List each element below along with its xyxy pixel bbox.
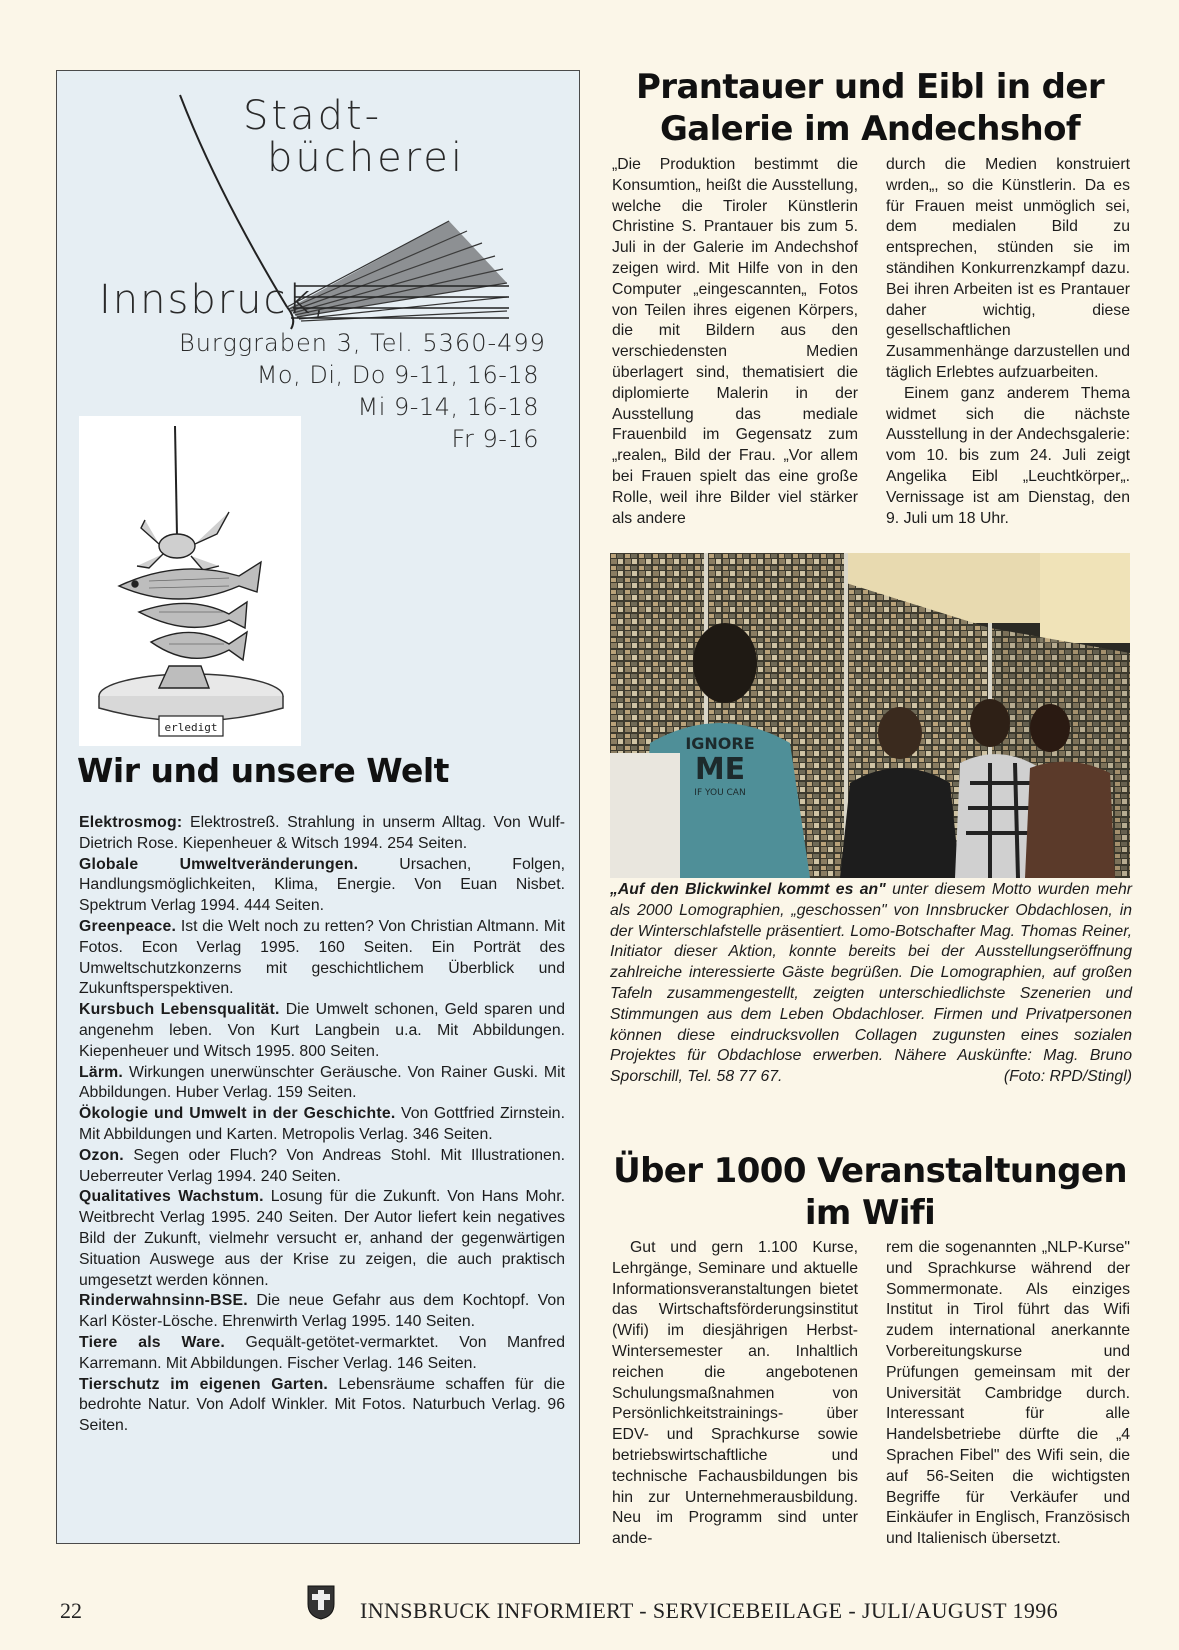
- article1-column2: [886, 155, 1130, 529]
- caption-lead: „Auf den Blickwinkel kommt es an": [610, 881, 886, 898]
- library-name-line2: bücherei: [267, 135, 465, 181]
- book-entry: Kursbuch Lebensqualität. Die Umwelt schonen, Geld sparen und angenehm leben. Von Kurt Langbein u.a. Mit Abbildungen. Kiepenheuer und Witsch 1995. 800 Seiten.: [79, 1001, 565, 1060]
- library-city: Innsbruck,: [99, 277, 328, 323]
- book-entry: Lärm. Wirkungen unerwünschter Geräusche. Von Rainer Guski. Mit Abbildungen. Huber Verlag. 159 Seiten.: [79, 1063, 565, 1102]
- shirt-text-2: ME: [694, 752, 746, 787]
- book-entry: Globale Umweltveränderungen. Ursachen, Folgen, Handlungsmöglichkeiten, Klima, Energie. Von Euan Nisbet. Spektrum Verlag 1994. 444 Seiten.: [79, 855, 565, 915]
- article2-column2: [886, 1238, 1130, 1550]
- article2-col2-text: rem die sogenannten „NLP-Kurse" und Sprachkurse während der Sommermonate. Als einziges Institut in Tirol führt das Wifi zudem international anerkannte Vorbereitungskurse und Prüfungen gemeinsam mit der Universität Cambridge durch. Interessant für alle Handelsbetriebe dürfte die „4 Sprachen Fibel" des Wifi sein, die auf 56-Seiten die wichtigsten Begriffe für Verkäufer und Einkäufer in Englisch, Französisch und Italienisch übersetzt.: [886, 1239, 1130, 1548]
- article2-headline-line1: Über 1000 Veranstaltungen: [613, 1151, 1127, 1191]
- photo-credit: (Foto: RPD/Stingl): [1003, 1068, 1132, 1086]
- library-hours-2: Mi 9-14, 16-18: [357, 393, 539, 421]
- innsbruck-crest-icon: [306, 1584, 336, 1620]
- library-and-books-box: [56, 70, 580, 1544]
- article2-column1: [612, 1238, 858, 1550]
- book-entry: Elektrosmog: Elektrostreß. Strahlung in unserm Alltag. Von Wulf-Dietrich Rose. Kiepenheuer & Witsch 1994. 254 Seiten.: [79, 814, 565, 852]
- library-hours-3: Fr 9-16: [451, 425, 539, 453]
- library-hours-1: Mo, Di, Do 9-11, 16-18: [256, 361, 539, 389]
- article1-col2-para1: durch die Medien konstruiert wrden„, so die Künstlerin. Da es für Frauen meist unmöglich sei, dem medialen Bild zu entsprechen, stünden sie im ständihen Konkurrenzkampf dazu. Bei ihren Arbeiten ist es Prantauer daher wichtig, diese gesellschaftlichen Zusammenhänge darzustellen und täglich Erlebtes aufzuarbeiten.: [886, 156, 1130, 381]
- shirt-text-3: IF YOU CAN: [694, 788, 746, 798]
- book-entry: Tiere als Ware. Gequält-getötet-vermarktet. Von Manfred Karremann. Mit Abbildungen. Fischer Verlag. 146 Seiten.: [79, 1333, 566, 1372]
- book-entry: Greenpeace. Ist die Welt noch zu retten? Von Christian Altmann. Mit Fotos. Econ Verlag 1995. 160 Seiten. Ein Porträt des Umweltschutzkonzerns mit geschichtlichem Überblick und Zukunftsperspektiven.: [79, 917, 565, 998]
- article1-column1: [612, 155, 858, 529]
- article1-headline-line1: Prantauer und Eibl in der: [635, 67, 1105, 107]
- article1-headline: [610, 66, 1130, 150]
- shirt-text-1: IGNORE: [685, 734, 755, 753]
- photo-caption: [610, 880, 1132, 1088]
- article2-col1-text: Gut und gern 1.100 Kurse, Lehrgänge, Seminare und aktuelle Informationsveranstaltungen bietet das Wirtschaftsförderungsinstitut (Wifi) im diesjährigen Herbst-Wintersemester an. Inhaltlich reichen die angebotenen Schulungsmaßnahmen von Persönlichkeitstrainings- über EDV- und Sprachkurse sowie betriebswirtschaftliche und technische Fachausbildungen bis hin zur Unternehmerausbildung. Neu im Programm sind unter ande-: [612, 1239, 858, 1548]
- frog-fish-sculpture-illustration: [79, 416, 301, 746]
- exhibition-photo: [610, 553, 1130, 878]
- book-entry: Tierschutz im eigenen Garten. Lebensräume schaffen für die bedrohte Natur. Von Adolf Winkler. Mit Fotos. Naturbuch Verlag. 96 Seiten.: [79, 1375, 565, 1435]
- books-section-title: Wir und unsere Welt: [77, 751, 449, 790]
- page-number: 22: [60, 1598, 82, 1623]
- article1-col1-text: „Die Produktion bestimmt die Konsumtion„ heißt die Ausstellung, welche die Tiroler Künstlerin Christine S. Prantauer bis zum 5. Juli in der Galerie im Andechshof zeigen wird. Mit Hilfe von in den Computer „eingescannten„ Fotos von Teilen ihres eigenen Körpers, die mit Bildern aus den verschiedensten Medien überlagert sind, thematisiert die diplomierte Malerin in der Ausstellung das mediale Frauenbild im Gegensatz zum „realen„ Bild der Frau. „Vor allem bei Frauen spielt das eine große Rolle, weil ihre Bilder viel stärker als andere: [612, 156, 858, 527]
- article1-headline-line2: Galerie im Andechshof: [659, 109, 1081, 149]
- library-name-line1: Stadt-: [243, 93, 383, 139]
- library-address: Burggraben 3, Tel. 5360-499: [179, 329, 546, 357]
- footer-publication: INNSBRUCK INFORMIERT - SERVICEBEILAGE - JULI/AUGUST 1996: [360, 1598, 1059, 1623]
- article1-col2-para2: Einem ganz anderem Thema widmet sich die nächste Ausstellung in der Andechsgalerie: vom 10. bis zum 24. Juli zeigt Angelika Eibl „Leuchtkörper„. Vernissage ist am Dienstag, den 9. Juli um 18 Uhr.: [886, 384, 1130, 527]
- caption-text: unter diesem Motto wurden mehr als 2000 Lomographien, „geschossen" von Innsbrucker Obdachlosen, in der Winterschlafstelle präsentiert. Lomo-Botschafter Mag. Thomas Reiner, Initiator dieser Aktion, konnte bereits bei der Ausstellungseröffnung zahlreiche interessierte Gäste begrüßen. Die Lomographien, auf großen Tafeln zusammengestellt, zeigten unterschiedlichste Szenerien und Stimmungen aus dem Leben Obdachloser. Firmen und Privatpersonen können diese eindrucksvollen Collagen zugunsten eines sozialen Projektes für Obdachlose erwerben. Nähere Auskünfte: Mag. Bruno Sporschill, Tel. 58 77 67.: [610, 881, 1132, 1086]
- article2-headline: [610, 1150, 1130, 1234]
- book-list: [79, 813, 565, 1437]
- book-entry: Ökologie und Umwelt in der Geschichte. Von Gottfried Zirnstein. Mit Abbildungen und Karten. Metropolis Verlag. 346 Seiten.: [79, 1105, 565, 1143]
- book-entry: Rinderwahnsinn-BSE. Die neue Gefahr aus dem Kochtopf. Von Karl Köster-Lösche. Ehrenwirth Verlag 1995. 140 Seiten.: [79, 1292, 565, 1331]
- book-entry: Ozon. Segen oder Fluch? Von Andreas Stohl. Mit Illustrationen. Ueberreuter Verlag 1994. 240 Seiten.: [79, 1146, 565, 1185]
- stamp-text: erledigt: [164, 721, 218, 734]
- article2-headline-line2: im Wifi: [804, 1193, 936, 1233]
- book-entry: Qualitatives Wachstum. Losung für die Zukunft. Von Hans Mohr. Weitbrecht Verlag 1995. 240 Seiten. Der Autor liefert kein negatives Bild der Zukunft, vielmehr versucht er, anhand der gegenwärtigen Situation Auswege aus der Krise zu zeigen, die auch praktisch umgesetzt werden können.: [79, 1188, 565, 1289]
